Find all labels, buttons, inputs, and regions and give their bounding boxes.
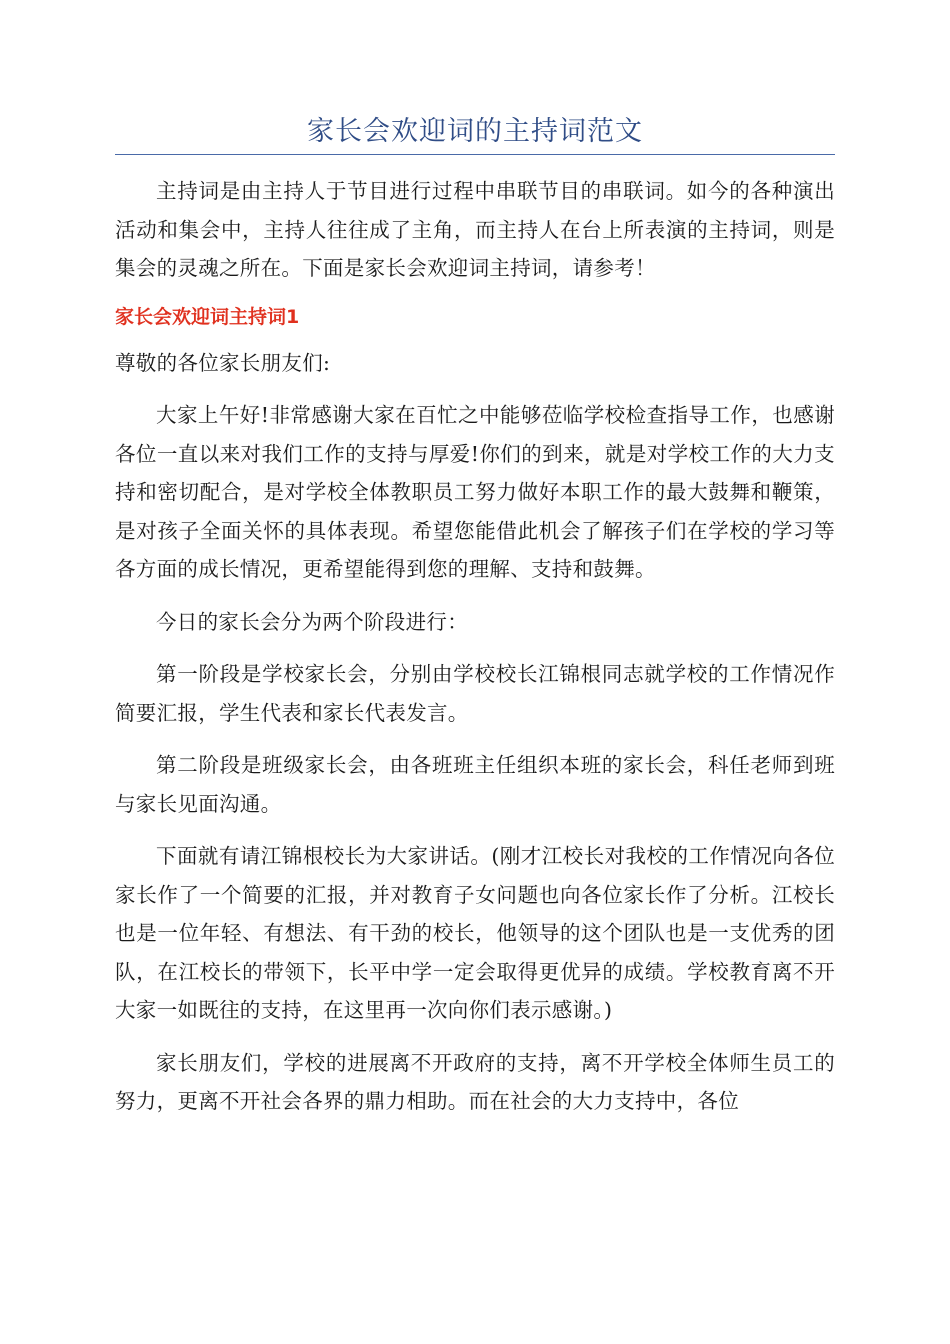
body-paragraph: 家长朋友们，学校的进展离不开政府的支持，离不开学校全体师生员工的努力，更离不开社会各界的鼎力相助。而在社会的大力支持中，各位 — [115, 1050, 835, 1113]
section-heading: 家长会欢迎词主持词1 — [115, 305, 300, 328]
salutation: 尊敬的各位家长朋友们: — [115, 350, 331, 375]
body-paragraph: 大家上午好!非常感谢大家在百忙之中能够莅临学校检查指导工作，也感谢各位一直以来对我们工作的支持与厚爱!你们的到来，就是对学校工作的大力支持和密切配合，是对学校全体教职员工努力做好本职工作的最大鼓舞和鞭策，是对孩子全面关怀的具体表现。希望您能借此机会了解孩子们在学校的学习等各方面的成长情况，更希望能得到您的理解、支持和鼓舞。 — [115, 403, 835, 581]
title-underline — [115, 154, 835, 155]
body-paragraph: 今日的家长会分为两个阶段进行： — [156, 609, 468, 634]
document-body — [115, 172, 835, 1135]
intro-paragraph: 主持词是由主持人于节目进行过程中串联节目的串联词。如今的各种演出活动和集会中，主持人往往成了主角，而主持人在台上所表演的主持词，则是集会的灵魂之所在。下面是家长会欢迎词主持词，请参考！ — [115, 179, 835, 280]
body-paragraph: 下面就有请江锦根校长为大家讲话。(刚才江校长对我校的工作情况向各位家长作了一个简要的汇报，并对教育子女问题也向各位家长作了分析。江校长也是一位年轻、有想法、有干劲的校长，他领导的这个团队也是一支优秀的团队，在江校长的带领下，长平中学一定会取得更优异的成绩。学校教育离不开大家一如既往的支持，在这里再一次向你们表示感谢。) — [115, 844, 835, 1022]
body-paragraph: 第一阶段是学校家长会，分别由学校校长江锦根同志就学校的工作情况作简要汇报，学生代表和家长代表发言。 — [115, 662, 835, 725]
document-title: 家长会欢迎词的主持词范文 — [307, 116, 643, 147]
body-paragraph: 第二阶段是班级家长会，由各班班主任组织本班的家长会，科任老师到班与家长见面沟通。 — [115, 753, 835, 816]
